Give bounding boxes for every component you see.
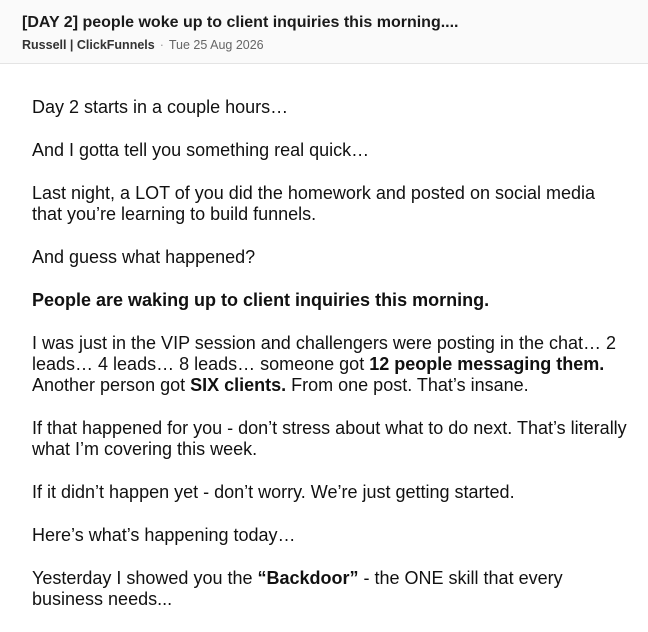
paragraph-8: If it didn’t happen yet - don’t worry. We’re just getting started. — [32, 482, 515, 502]
paragraph-3: Last night, a LOT of you did the homework and posted on social media that you’re learning to build funnels. — [32, 183, 596, 224]
p6-bold-d: SIX clients. — [190, 375, 287, 395]
p6-text-e: From one post. That’s insane. — [286, 375, 529, 395]
email-meta — [22, 38, 264, 52]
email-header — [0, 0, 648, 64]
paragraph-10 — [32, 568, 628, 610]
p10-bold-b: “Backdoor” — [257, 568, 359, 588]
sender-name[interactable]: Russell | ClickFunnels — [22, 38, 155, 52]
p6-bold-b: 12 people messaging them. — [369, 354, 605, 374]
bold-headline: People are waking up to client inquiries this morning. — [32, 290, 490, 310]
paragraph-9: Here’s what’s happening today… — [32, 525, 296, 545]
email-body — [32, 97, 628, 632]
meta-separator: · — [159, 38, 164, 52]
paragraph-7: If that happened for you - don’t stress about what to do next. That’s literally what I’m covering this week. — [32, 418, 627, 459]
paragraph-4: And guess what happened? — [32, 247, 256, 267]
paragraph-5 — [32, 290, 628, 311]
p6-text-c: Another person got — [32, 375, 191, 395]
email-subject: [DAY 2] people woke up to client inquiries this morning.... — [22, 14, 459, 31]
p10-text-a: Yesterday I showed you the — [32, 568, 258, 588]
paragraph-1: Day 2 starts in a couple hours… — [32, 97, 289, 117]
p10-text-c: - the ONE skill that every business needs... — [32, 568, 563, 609]
paragraph-2: And I gotta tell you something real quick… — [32, 140, 370, 160]
p6-text-a: I was just in the VIP session and challengers were posting in the chat… 2 leads… 4 leads… 8 leads… someone got — [32, 333, 616, 374]
email-date: Tue 25 Aug 2026 — [168, 38, 264, 52]
paragraph-6 — [32, 333, 628, 396]
